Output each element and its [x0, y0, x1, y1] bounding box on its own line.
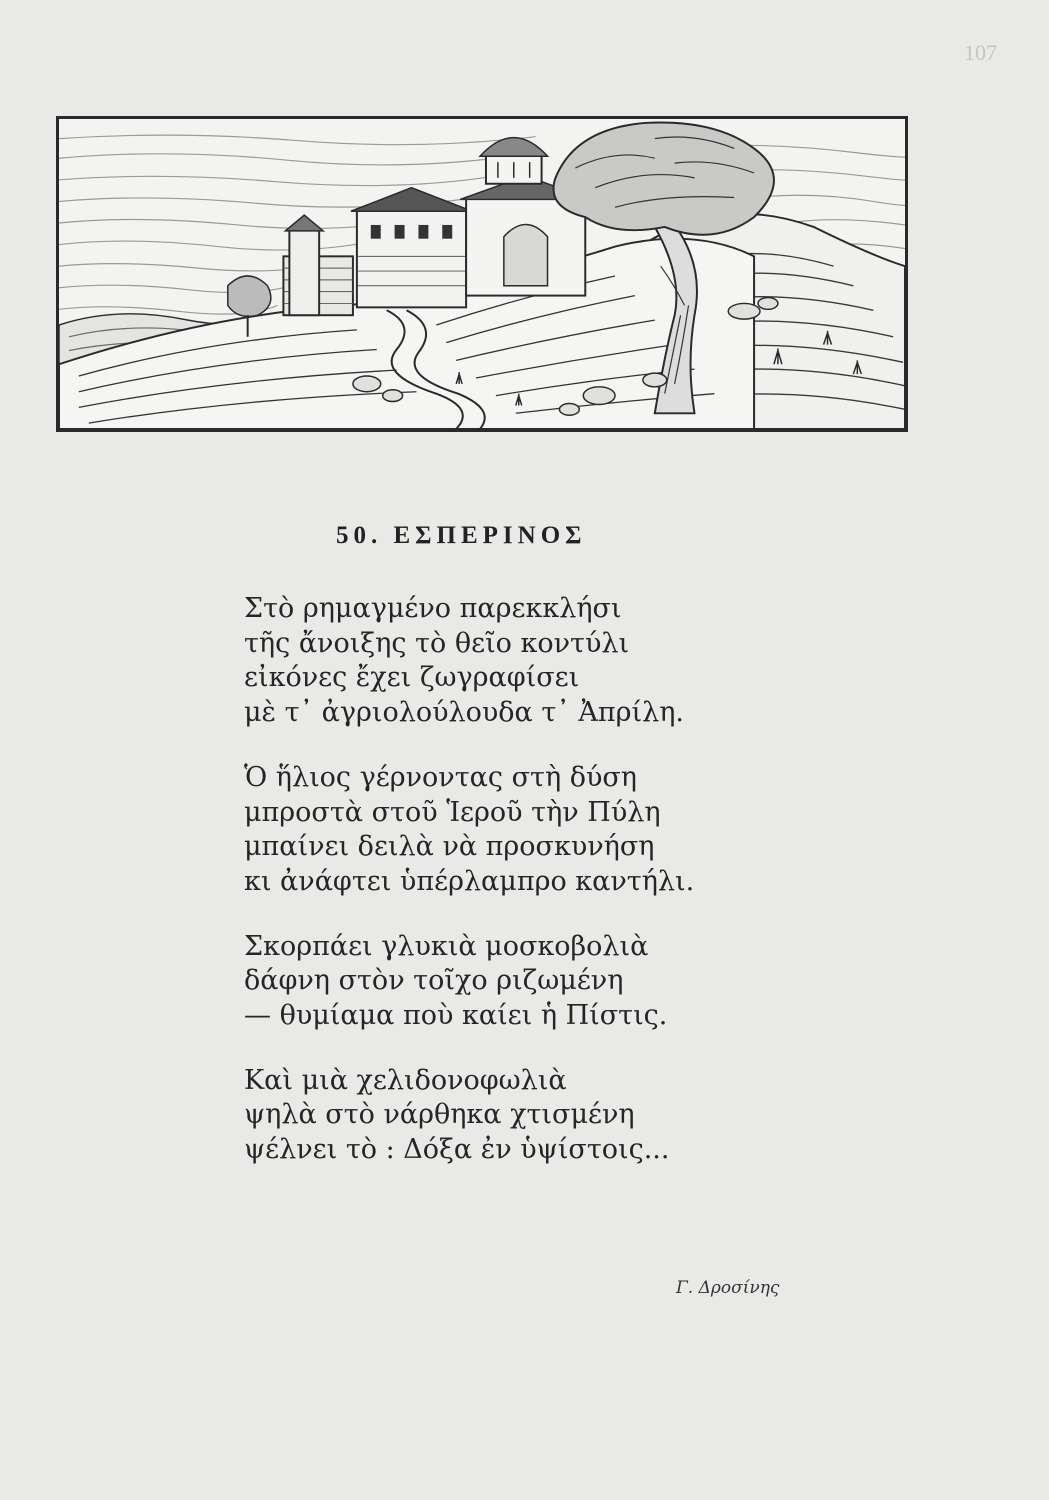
poem-title: 50. ΕΣΠΕΡΙΝΟΣ	[336, 522, 587, 549]
poem-line: Καὶ μιὰ χελιδονοφωλιὰ	[244, 1064, 567, 1096]
poem-line: κι ἀνάφτει ὑπέρλαμπρο καντήλι.	[244, 865, 695, 897]
poem-line: ψέλνει τὸ : Δόξα ἐν ὑψίστοις...	[244, 1134, 670, 1166]
stanza-3	[244, 930, 844, 1034]
poem-line: μὲ τ᾽ ἀγριολούλουδα τ᾽ Ἀπρίλη.	[244, 697, 684, 729]
stanza-2	[244, 761, 844, 900]
poem-line: μπροστὰ στοῦ Ἱεροῦ τὴν Πύλη	[244, 796, 661, 828]
chapel-landscape-illustration	[56, 116, 908, 432]
poem-line: ψηλὰ στὸ νάρθηκα χτισμένη	[244, 1099, 635, 1131]
poem-line: Σκορπάει γλυκιὰ μοσκοβολιὰ	[244, 930, 649, 962]
poem-line: δάφνη στὸν τοῖχο ριζωμένη	[244, 965, 624, 997]
poem-line: εἰκόνες ἔχει ζωγραφίσει	[244, 662, 580, 694]
poem-author: Γ. Δροσίνης	[676, 1278, 780, 1298]
poem-line: Ὁ ἥλιος γέρνοντας στὴ δύση	[244, 761, 637, 793]
poem-body	[244, 592, 844, 1198]
poem-line: μπαίνει δειλὰ νὰ προσκυνήση	[244, 831, 655, 863]
poem-line: — θυμίαμα ποὺ καίει ἡ Πίστις.	[244, 1000, 668, 1032]
page-number: 107	[964, 40, 997, 65]
poem-line: τῆς ἄνοιξης τὸ θεῖο κοντύλι	[244, 627, 630, 659]
poem-line: Στὸ ρημαγμένο παρεκκλήσι	[244, 593, 622, 624]
stanza-4	[244, 1064, 844, 1168]
stanza-1	[244, 592, 844, 731]
